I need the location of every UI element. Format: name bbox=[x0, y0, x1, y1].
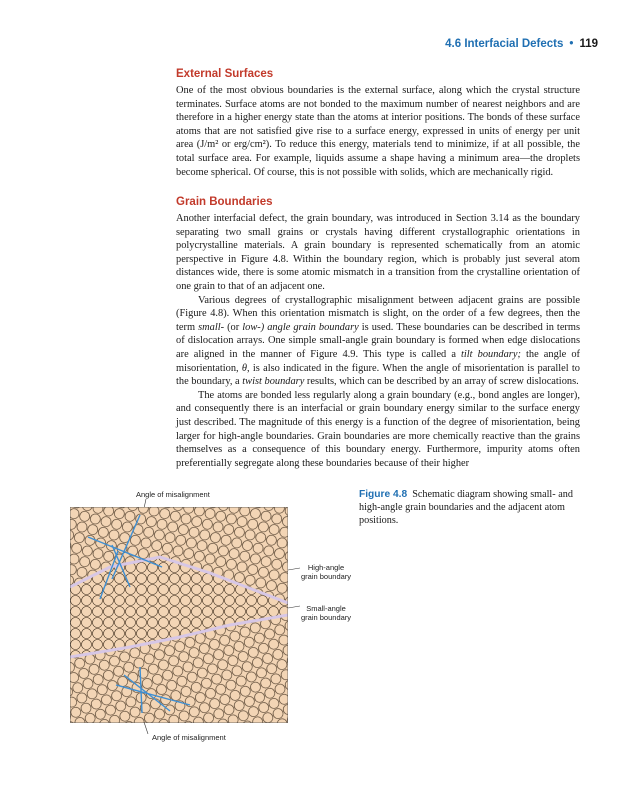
label-small-angle-line1: Small-angle bbox=[306, 604, 346, 613]
label-small-angle bbox=[301, 604, 351, 622]
label-angle-bottom: Angle of misalignment bbox=[152, 733, 226, 742]
paragraph-external-surfaces: One of the most obvious boundaries is the external surface, along which the crystal structure terminates. Surface atoms are not bonded to the maximum number of nearest neighbors and are therefore in a higher energy state than the atoms at interior positions. The bonds of these surface atoms that are not satisfied give rise to a surface energy, expressed in units of energy per unit area (J/m² or erg/cm²). To reduce this energy, materials tend to minimize, if at all possible, the total surface area. For example, liquids assume a shape having a minimum area—the droplets become spherical. Of course, this is not possible with solids, which are mechanically rigid. bbox=[176, 85, 580, 178]
figure-number: Figure 4.8 bbox=[359, 489, 408, 500]
label-high-angle-line1: High-angle bbox=[307, 563, 345, 572]
p2-text-b: is used. These boundaries can be described in terms of dislocation arrays. One simple small-angle grain boundary is formed when edge dislocations are aligned in the manner of Figure 4.9. This type is called a bbox=[176, 321, 581, 360]
label-small-angle-line2: grain boundary bbox=[301, 613, 352, 622]
p2-term-small: small- bbox=[198, 321, 225, 333]
header-section: 4.6 Interfacial Defects bbox=[445, 38, 564, 50]
p2-text-c: the angle of misorientation, bbox=[176, 348, 580, 374]
p2-term-twist: twist boundary bbox=[242, 376, 305, 388]
heading-grain-boundaries: Grain Boundaries bbox=[176, 196, 273, 208]
leader-bottom bbox=[140, 722, 152, 734]
p2-term-low: low- bbox=[242, 321, 261, 333]
label-angle-top: Angle of misalignment bbox=[136, 490, 210, 499]
heading-external-surfaces: External Surfaces bbox=[176, 68, 274, 80]
page-number: 119 bbox=[579, 38, 598, 50]
running-header bbox=[445, 38, 598, 50]
header-separator: • bbox=[569, 38, 574, 50]
p2-text-or: (or bbox=[224, 321, 243, 333]
p2-text-a: Various degrees of crystallographic misalignment between adjacent grains are possible (Figure 4.8). When this orientation mismatch is slight, on the order of a few degrees, then the term bbox=[176, 294, 580, 333]
figure-caption-text: Schematic diagram showing small- and high-angle grain boundaries and the adjacent atom positions. bbox=[359, 489, 573, 526]
p2-theta: θ bbox=[241, 362, 248, 374]
paragraph-grain-1: Another interfacial defect, the grain boundary, was introduced in Section 3.14 as the boundary separating two small grains or crystals having different crystallographic orientations in polycrystalline materials. A grain boundary is represented schematically from an atomic perspective in Figure 4.8. Within the boundary region, which is probably just several atom distances wide, there is some atomic mismatch in a transition from the crystalline orientation of one grain to that of an adjacent one. bbox=[176, 213, 580, 292]
figure-caption bbox=[359, 488, 581, 527]
grain-boundaries-body bbox=[176, 212, 580, 470]
p2-text-d: , is also indicated in the figure. When the angle of misorientation is parallel to the boundary, a bbox=[176, 362, 580, 388]
label-high-angle bbox=[301, 563, 351, 581]
p2-term-angle: ) angle grain boundary bbox=[260, 321, 359, 333]
p2-term-tilt: tilt boundary; bbox=[461, 348, 521, 360]
paragraph-grain-2 bbox=[176, 294, 580, 389]
label-high-angle-line2: grain boundary bbox=[301, 572, 352, 581]
p2-text-e: results, which can be described by an array of screw dislocations. bbox=[304, 376, 579, 388]
grain-boundary-diagram bbox=[70, 507, 288, 723]
paragraph-grain-3: The atoms are bonded less regularly along a grain boundary (e.g., bond angles are longer), and consequently there is an interfacial or grain boundary energy similar to the surface energy just described. The magnitude of this energy is a function of the degree of misorientation, being larger for high-angle boundaries. Grain boundaries are more chemically reactive than the grains themselves as a consequence of this boundary energy. Furthermore, impurity atoms often preferentially segregate along these boundaries because of their higher bbox=[176, 389, 580, 469]
